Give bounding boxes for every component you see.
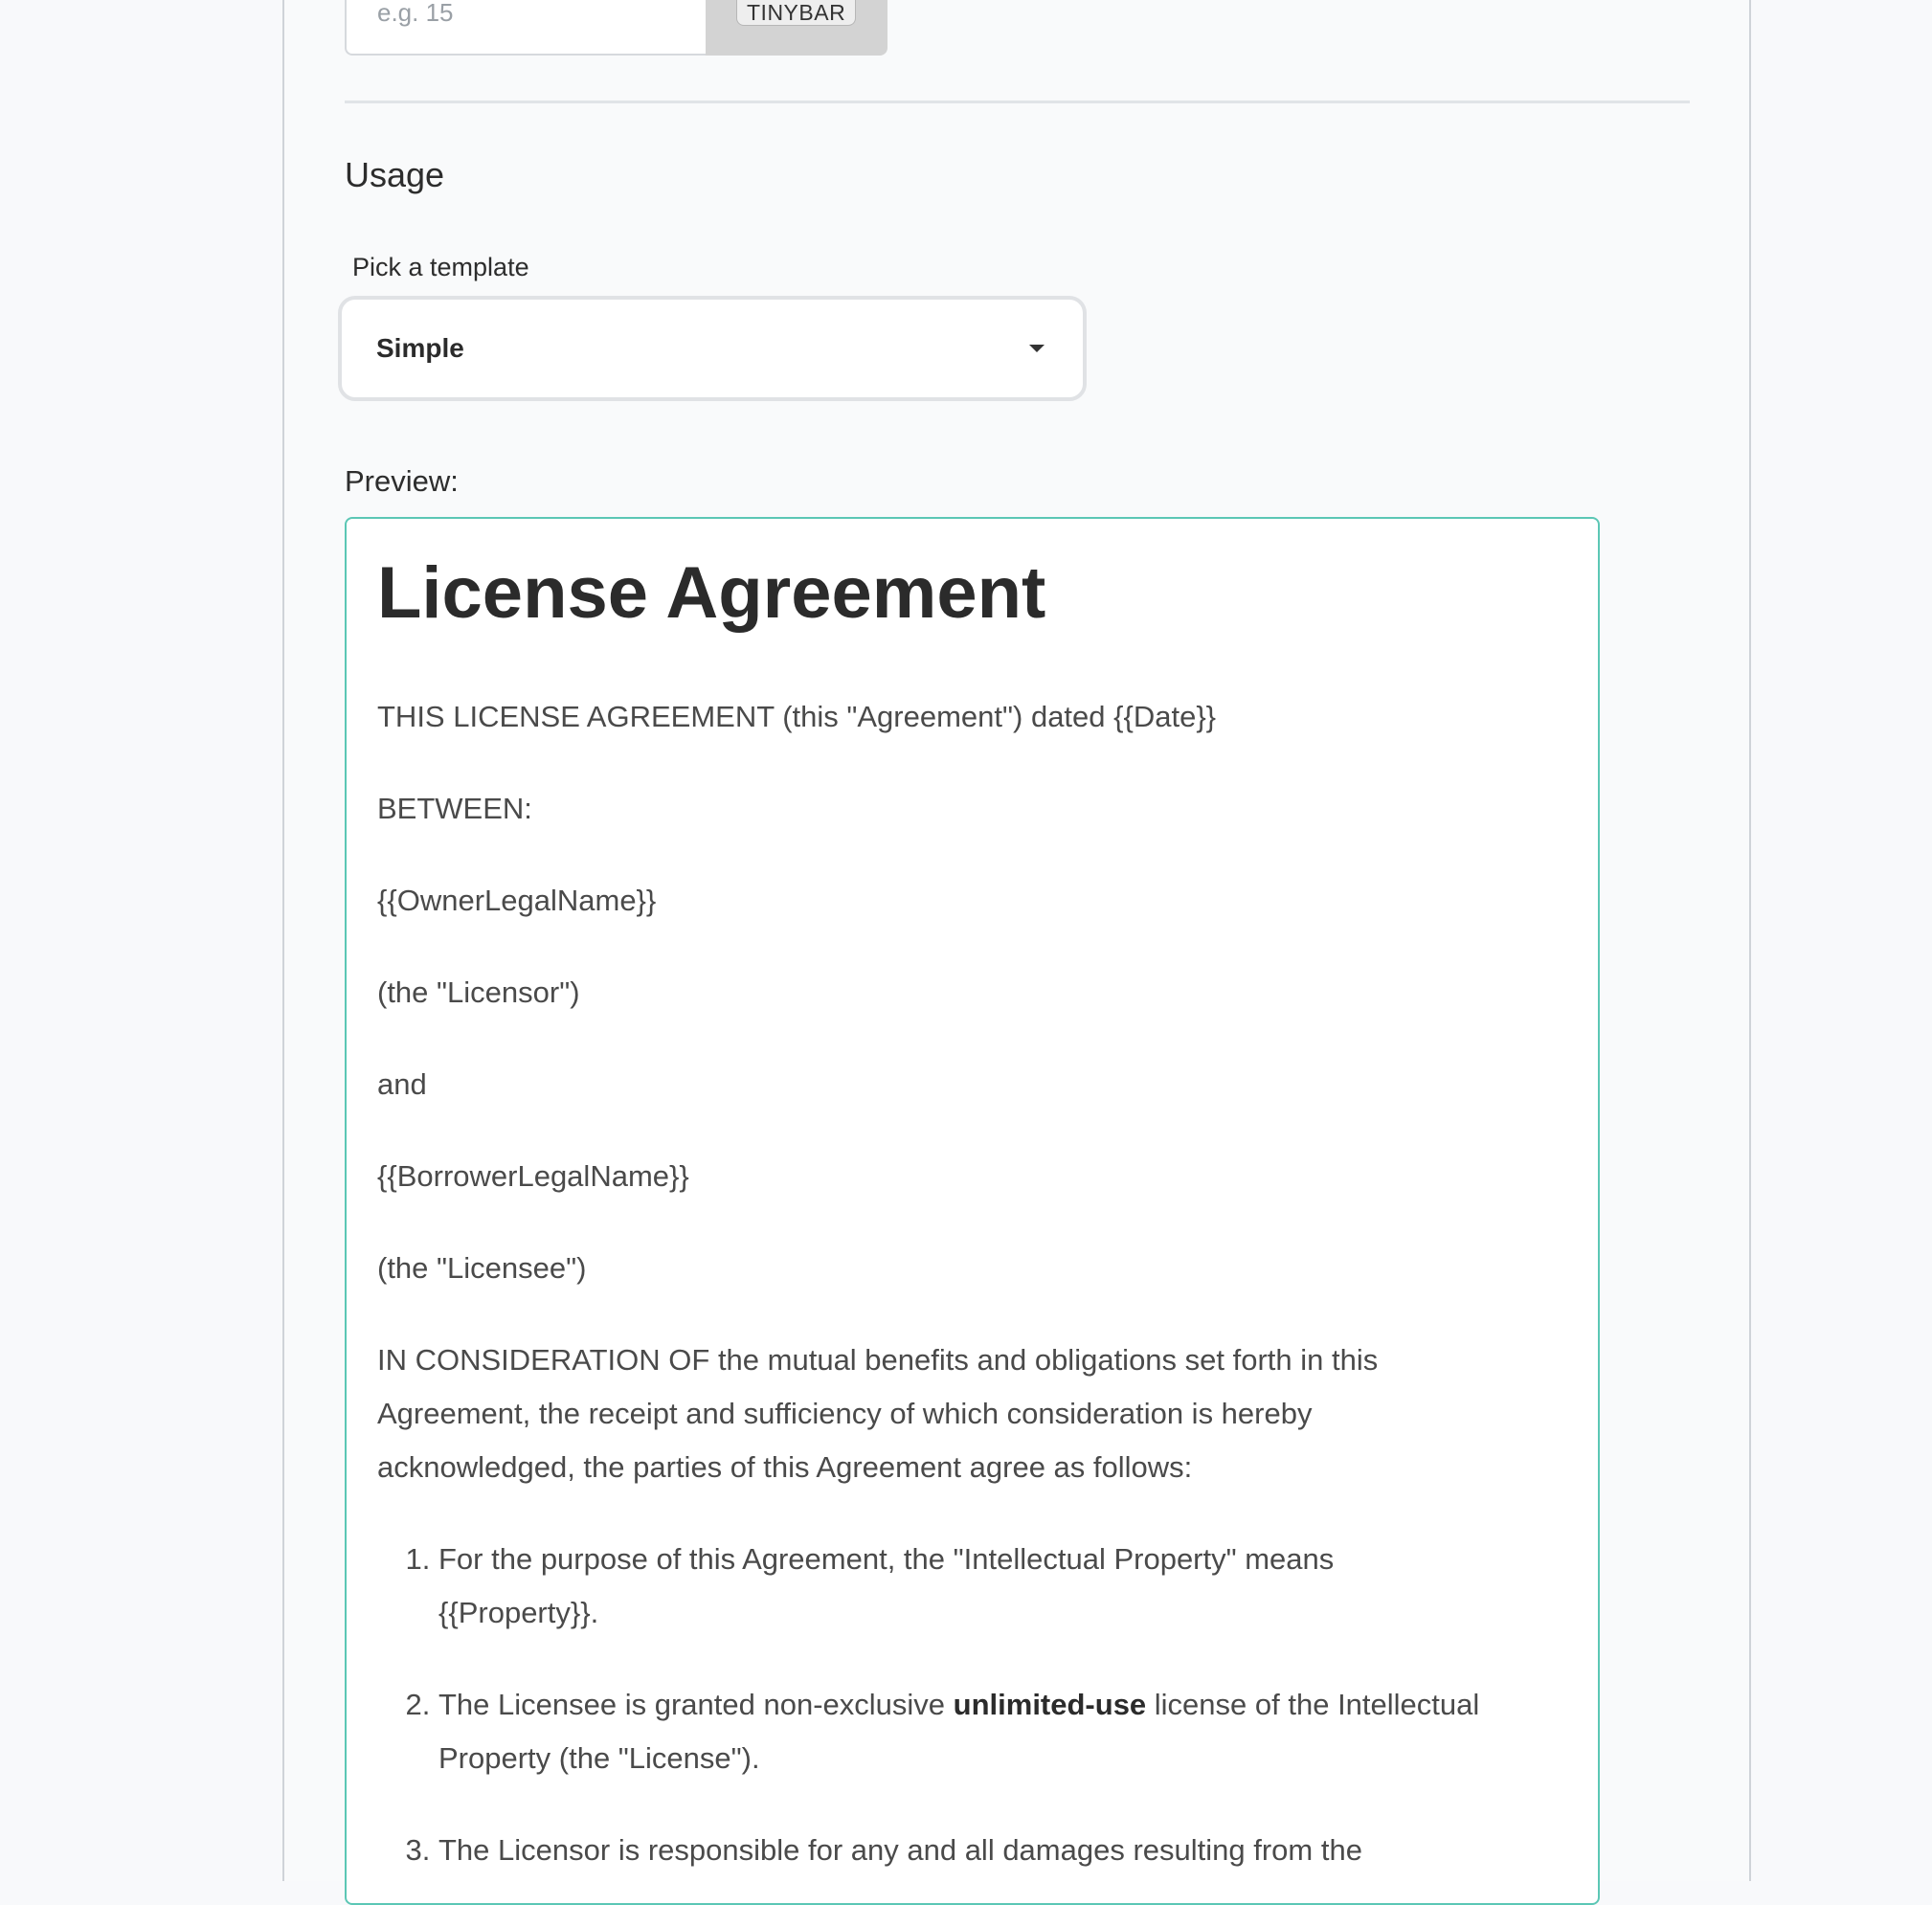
section-divider <box>345 101 1690 103</box>
doc-clauses <box>377 1533 1587 1877</box>
clause-emphasis: unlimited-use <box>953 1688 1147 1722</box>
size-input[interactable] <box>345 0 706 56</box>
doc-clause <box>438 1533 1444 1640</box>
document-title: License Agreement <box>377 552 1046 634</box>
doc-and: and <box>377 1067 427 1102</box>
doc-licensor: (the "Licensor") <box>377 975 580 1010</box>
doc-owner: {{OwnerLegalName}} <box>377 884 657 918</box>
doc-consideration: IN CONSIDERATION OF the mutual benefits and obligations set forth in this Agreement, the receipt and sufficiency of which consideration is hereby acknowledged, the parties of this Agreement agree as follows: <box>377 1343 1379 1485</box>
unit-badge: TINYBAR <box>736 0 856 26</box>
clause-text: The Licensor is responsible for any and all damages resulting from the <box>438 1833 1362 1868</box>
chevron-down-icon <box>1029 345 1045 352</box>
unit-addon <box>706 0 887 56</box>
template-label: Pick a template <box>352 253 529 281</box>
size-input-group <box>345 0 887 56</box>
template-select[interactable] <box>338 296 1087 401</box>
doc-between: BETWEEN: <box>377 792 532 826</box>
doc-clause <box>438 1824 1587 1877</box>
doc-borrower: {{BorrowerLegalName}} <box>377 1159 689 1194</box>
doc-intro: THIS LICENSE AGREEMENT (this "Agreement") dated {{Date}} <box>377 700 1217 734</box>
clause-text: The Licensee is granted non-exclusive <box>438 1688 954 1722</box>
preview-label: Preview: <box>345 464 459 498</box>
doc-licensee: (the "Licensee") <box>377 1251 587 1286</box>
template-selected-value: Simple <box>376 333 464 363</box>
doc-clause <box>438 1678 1587 1785</box>
preview-panel <box>345 517 1600 1905</box>
usage-heading: Usage <box>345 155 445 194</box>
clause-text: For the purpose of this Agreement, the "Intellectual Property" means {{Property}}. <box>438 1542 1335 1630</box>
clause-text: license of the Intellectual Property (the "License"). <box>438 1688 1480 1776</box>
